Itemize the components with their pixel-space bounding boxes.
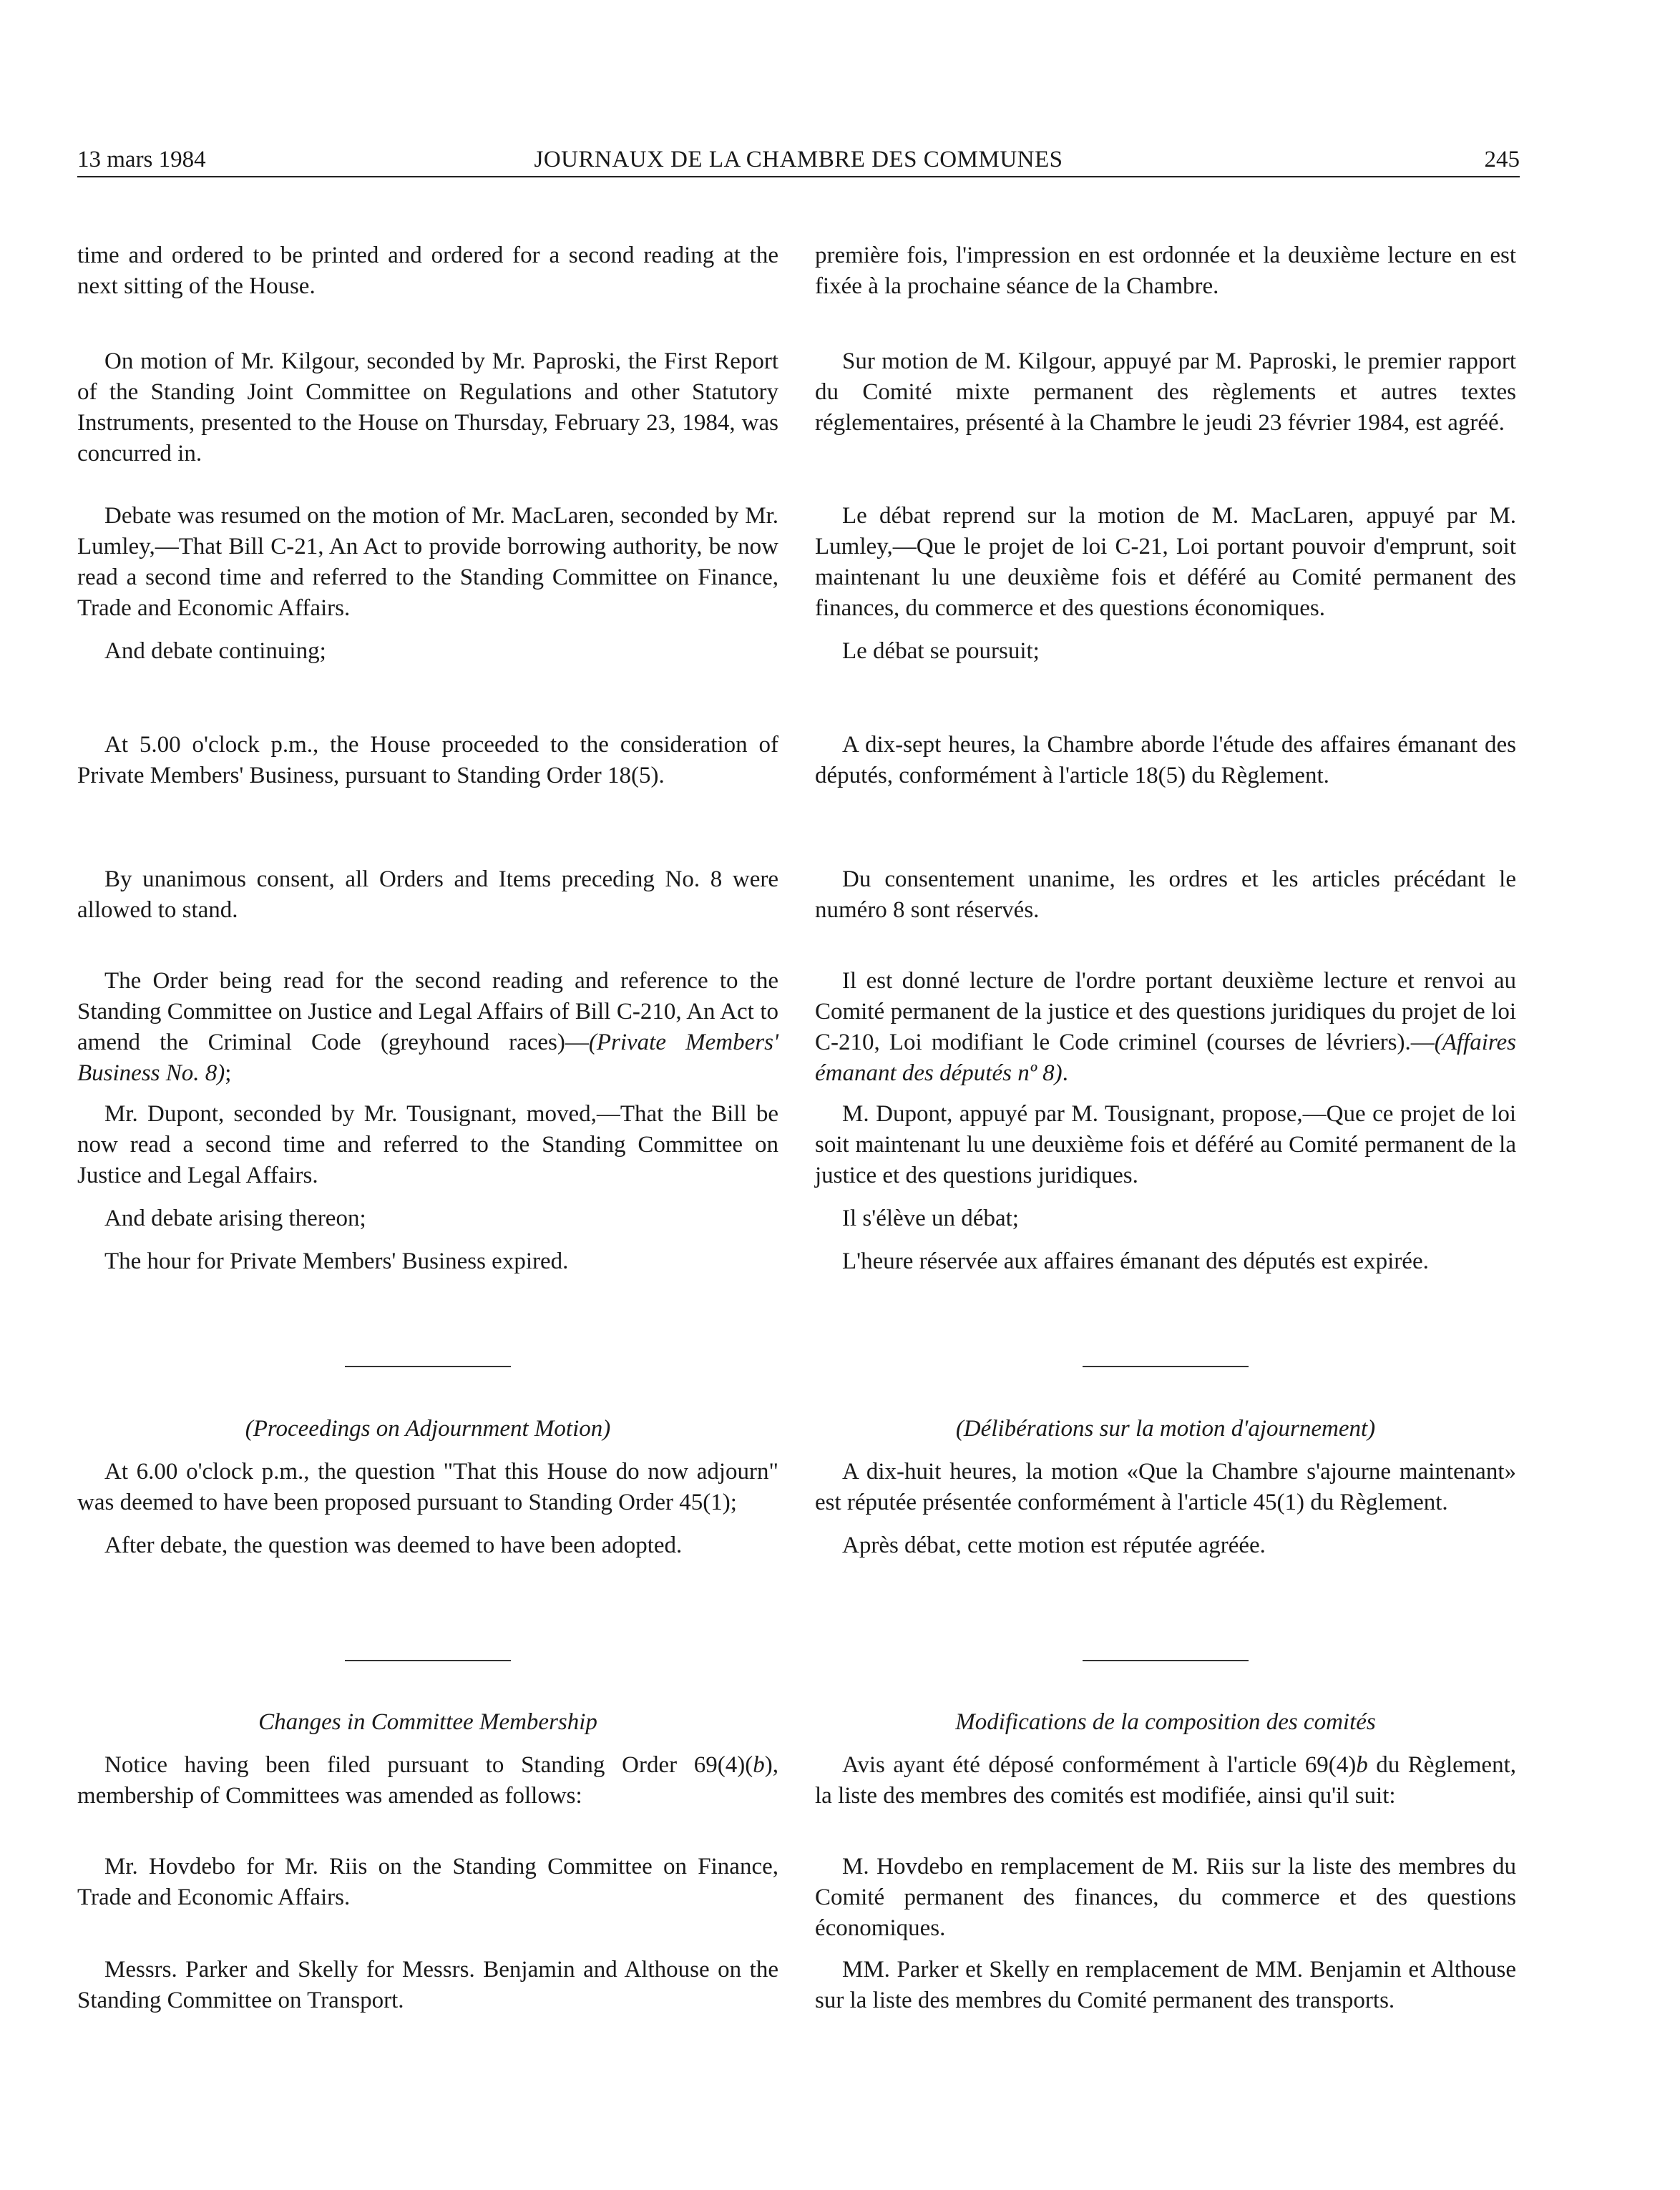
text-run: Avis ayant été déposé conformément à l'article 69(4) xyxy=(842,1752,1357,1778)
paragraph xyxy=(815,966,1516,1089)
section-divider xyxy=(1083,1660,1249,1661)
en-block-10 xyxy=(77,1852,778,1925)
text-run: . xyxy=(1062,1060,1068,1086)
page-header xyxy=(77,143,1520,177)
paragraph: By unanimous consent, all Orders and Items preceding No. 8 were allowed to stand. xyxy=(77,866,778,923)
paragraph: Le débat reprend sur la motion de M. MacLaren, appuyé par M. Lumley,—Que le projet de loi C-21, Loi portant pouvoir d'emprunt, soit maintenant lu une deuxième fois et déféré au Comité permanent des finances, du commerce et des questions économiques. xyxy=(815,503,1516,621)
header-title: JOURNAUX DE LA CHAMBRE DES COMMUNES xyxy=(534,147,1063,172)
en-block-8 xyxy=(77,1414,778,1573)
fr-block-11 xyxy=(815,1955,1516,2028)
paragraph: Mr. Hovdebo for Mr. Riis on the Standing Committee on Finance, Trade and Economic Affairs. xyxy=(77,1854,778,1910)
section-divider xyxy=(345,1660,511,1661)
paragraph: M. Hovdebo en remplacement de M. Riis sur la liste des membres du Comité permanent des finances, du commerce et des questions économiques. xyxy=(815,1854,1516,1941)
fr-block-8 xyxy=(815,1414,1516,1573)
section-divider xyxy=(345,1366,511,1367)
fr-block-3 xyxy=(815,501,1516,679)
paragraph: At 6.00 o'clock p.m., the question "That this House do now adjourn" was deemed to have been proposed pursuant to Standing Order 45(1); xyxy=(77,1459,778,1515)
paragraph: M. Dupont, appuyé par M. Tousignant, propose,—Que ce projet de loi soit maintenant lu une deuxième fois et déféré au Comité permanent de la justice et des questions juridiques. xyxy=(815,1101,1516,1188)
paragraph: time and ordered to be printed and ordered for a second reading at the next sitting of the House. xyxy=(77,243,778,299)
paragraph: L'heure réservée aux affaires émanant des députés est expirée. xyxy=(842,1248,1429,1274)
text-run: ; xyxy=(225,1060,232,1086)
paragraph: Messrs. Parker and Skelly for Messrs. Benjamin and Althouse on the Standing Committee on Transport. xyxy=(77,1957,778,2013)
text-run: ), membership of Committees was amended as follows: xyxy=(77,1752,778,1809)
en-block-5 xyxy=(77,864,778,938)
paragraph: At 5.00 o'clock p.m., the House proceeded to the consideration of Private Members' Business, pursuant to Standing Order 18(5). xyxy=(77,732,778,788)
en-block-6 xyxy=(77,966,778,1101)
page-number: 245 xyxy=(1484,147,1520,172)
paragraph: The hour for Private Members' Business expired. xyxy=(104,1248,569,1274)
paragraph: On motion of Mr. Kilgour, seconded by Mr. Paproski, the First Report of the Standing Joint Committee on Regulations and other Statutory Instruments, presented to the House on Thursday, February 23, 1984, was concurred in. xyxy=(77,348,778,466)
en-block-1 xyxy=(77,240,778,314)
section-heading: Changes in Committee Membership xyxy=(258,1709,597,1735)
text-run: du Règlement, la liste des membres des comités est modifiée, ainsi qu'il suit: xyxy=(815,1752,1516,1809)
paragraph: A dix-sept heures, la Chambre aborde l'étude des affaires émanant des députés, conformément à l'article 18(5) du Règlement. xyxy=(815,732,1516,788)
paragraph: And debate arising thereon; xyxy=(104,1206,366,1231)
fr-block-4 xyxy=(815,730,1516,803)
en-block-3 xyxy=(77,501,778,679)
section-divider xyxy=(1083,1366,1249,1367)
fr-block-10 xyxy=(815,1852,1516,1956)
paragraph: After debate, the question was deemed to have been adopted. xyxy=(104,1532,683,1558)
paragraph xyxy=(77,1750,778,1812)
section-heading: (Délibérations sur la motion d'ajournement) xyxy=(955,1416,1376,1442)
paragraph xyxy=(815,1750,1516,1812)
paragraph: Sur motion de M. Kilgour, appuyé par M. Paproski, le premier rapport du Comité mixte permanent des règlements et autres textes réglementaires, présenté à la Chambre le jeudi 23 février 1984, est agréé. xyxy=(815,348,1516,436)
paragraph: A dix-huit heures, la motion «Que la Chambre s'ajourne maintenant» est réputée présentée conformément à l'article 45(1) du Règlement. xyxy=(815,1459,1516,1515)
italic-run: (Affaires émanant des députés nº 8) xyxy=(815,1030,1516,1086)
paragraph: Le débat se poursuit; xyxy=(842,638,1040,664)
fr-block-9 xyxy=(815,1707,1516,1824)
text-run: The Order being read for the second reading and reference to the Standing Committee on Justice and Legal Affairs of Bill C-210, An Act to amend the Criminal Code (greyhound races)— xyxy=(77,968,778,1055)
fr-block-6 xyxy=(815,966,1516,1101)
fr-block-5 xyxy=(815,864,1516,938)
italic-run: b xyxy=(1356,1752,1368,1778)
paragraph xyxy=(77,966,778,1089)
paragraph: Du consentement unanime, les ordres et les articles précédant le numéro 8 sont réservés. xyxy=(815,866,1516,923)
en-block-9 xyxy=(77,1707,778,1824)
en-block-11 xyxy=(77,1955,778,2028)
section-heading: (Proceedings on Adjournment Motion) xyxy=(245,1416,611,1442)
text-run: Notice having been filed pursuant to Standing Order 69(4)( xyxy=(104,1752,753,1778)
fr-block-2 xyxy=(815,346,1516,451)
en-block-7 xyxy=(77,1099,778,1289)
paragraph: Après débat, cette motion est réputée agréée. xyxy=(842,1532,1266,1558)
en-block-4 xyxy=(77,730,778,803)
paragraph: And debate continuing; xyxy=(104,638,326,664)
fr-block-7 xyxy=(815,1099,1516,1289)
section-heading: Modifications de la composition des comités xyxy=(955,1709,1376,1735)
paragraph: Mr. Dupont, seconded by Mr. Tousignant, moved,—That the Bill be now read a second time and referred to the Standing Committee on Justice and Legal Affairs. xyxy=(77,1101,778,1188)
paragraph: Debate was resumed on the motion of Mr. MacLaren, seconded by Mr. Lumley,—That Bill C-21, An Act to provide borrowing authority, be now read a second time and referred to the Standing Committee on Finance, Trade and Economic Affairs. xyxy=(77,503,778,621)
text-run: Il est donné lecture de l'ordre portant deuxième lecture et renvoi au Comité permanent de la justice et des questions juridiques du projet de loi C-210, Loi modifiant le Code criminel (courses de lévriers).— xyxy=(815,968,1516,1055)
italic-run: (Private Members' Business No. 8) xyxy=(77,1030,778,1086)
paragraph: MM. Parker et Skelly en remplacement de MM. Benjamin et Althouse sur la liste des membres du Comité permanent des transports. xyxy=(815,1957,1516,2013)
italic-run: b xyxy=(753,1752,765,1778)
en-block-2 xyxy=(77,346,778,481)
fr-block-1 xyxy=(815,240,1516,314)
header-date: 13 mars 1984 xyxy=(77,147,206,172)
paragraph: Il s'élève un débat; xyxy=(842,1206,1019,1231)
paragraph: première fois, l'impression en est ordonnée et la deuxième lecture en est fixée à la prochaine séance de la Chambre. xyxy=(815,243,1516,299)
